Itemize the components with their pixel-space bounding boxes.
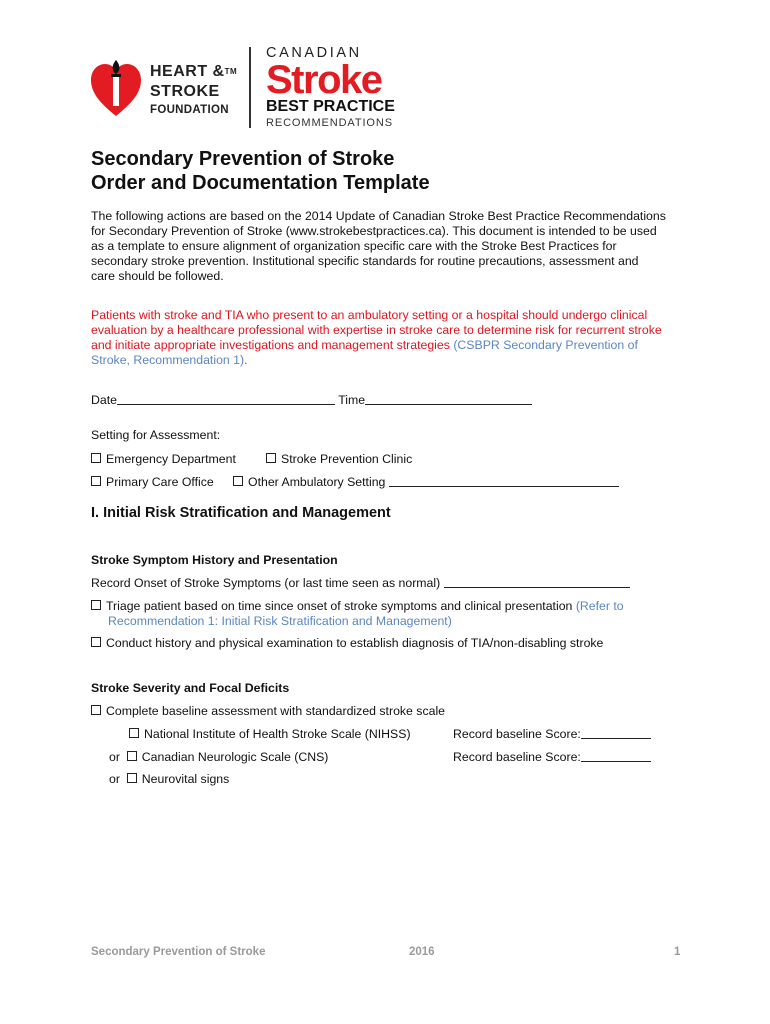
triage-item[interactable] <box>91 599 624 614</box>
cns-score <box>453 750 651 765</box>
checkbox-nihss[interactable] <box>129 728 139 738</box>
conduct-label: Conduct history and physical examination to establish diagnosis of TIA/non-disabling stroke <box>106 636 604 650</box>
checkbox-baseline[interactable] <box>91 705 101 715</box>
triage-reference-cont: Recommendation 1: Initial Risk Stratification and Management) <box>108 614 452 628</box>
checkbox-cns[interactable] <box>127 751 137 761</box>
cns-score-field[interactable] <box>581 750 651 762</box>
option-label: Primary Care Office <box>106 475 214 489</box>
nihss-score <box>453 727 651 742</box>
title-line2: Order and Documentation Template <box>91 172 430 194</box>
checkbox-triage[interactable] <box>91 600 101 610</box>
logo-text-heart: HEART & <box>150 63 225 80</box>
intro-line: secondary stroke prevention. Institutional specific standards for routine precautions, assessment and <box>91 254 639 268</box>
checkbox-clinic[interactable] <box>266 453 276 463</box>
page-number: 1 <box>674 946 681 958</box>
intro-line: care should be followed. <box>91 269 224 283</box>
checkbox-emergency[interactable] <box>91 453 101 463</box>
other-setting-field[interactable] <box>389 475 619 487</box>
neurovital-label: Neurovital signs <box>141 772 230 786</box>
triage-label: Triage patient based on time since onset of stroke symptoms and clinical presentation <box>106 599 576 613</box>
checkbox-conduct[interactable] <box>91 637 101 647</box>
date-label: Date <box>91 393 117 407</box>
conduct-item[interactable] <box>91 636 603 651</box>
time-label: Time <box>338 393 366 407</box>
logo-text-foundation: FOUNDATION <box>150 104 229 116</box>
baseline-label: Complete baseline assessment with standardized stroke scale <box>106 704 446 718</box>
csbp-canadian: CANADIAN <box>266 45 362 61</box>
title-line1: Secondary Prevention of Stroke <box>91 148 395 170</box>
logo-text-stroke: STROKE <box>150 83 220 100</box>
checkbox-primary[interactable] <box>91 476 101 486</box>
intro-paragraph <box>91 209 691 284</box>
heart-stroke-wordmark <box>150 62 237 118</box>
time-field[interactable] <box>365 393 532 405</box>
nihss-label: National Institute of Health Stroke Scale (NIHSS) <box>144 727 411 741</box>
checkbox-other[interactable] <box>233 476 243 486</box>
checkbox-neurovital[interactable] <box>127 773 137 783</box>
or-label: or <box>109 750 120 764</box>
notice-line: evaluation by a healthcare professional with expertise in stroke care to determine risk for recurrent stroke <box>91 323 662 337</box>
setting-emergency[interactable] <box>91 452 236 467</box>
subsection-heading: Stroke Symptom History and Presentation <box>91 553 338 567</box>
recommendation-reference: Stroke, Recommendation 1) <box>91 353 245 367</box>
cns-label: Canadian Neurologic Scale (CNS) <box>141 750 329 764</box>
triage-reference: (Refer to <box>575 599 624 613</box>
baseline-item[interactable] <box>91 704 445 719</box>
csbp-stroke: Stroke <box>266 58 382 102</box>
setting-other[interactable] <box>233 475 619 490</box>
clinical-notice <box>91 308 691 368</box>
trademark: TM <box>224 67 238 76</box>
or-label: or <box>109 772 120 786</box>
footer-year: 2016 <box>409 946 435 958</box>
onset-row <box>91 576 630 591</box>
notice-end: . <box>244 353 248 367</box>
logo-divider <box>249 47 251 128</box>
csbp-recommendations: RECOMMENDATIONS <box>266 117 393 129</box>
neurovital-item[interactable] <box>109 772 229 787</box>
nihss-score-field[interactable] <box>581 727 651 739</box>
onset-field[interactable] <box>444 576 630 588</box>
option-label: Stroke Prevention Clinic <box>281 452 413 466</box>
option-label: Emergency Department <box>106 452 236 466</box>
subsection-heading: Stroke Severity and Focal Deficits <box>91 681 290 695</box>
setting-primary[interactable] <box>91 475 214 490</box>
date-field[interactable] <box>117 393 335 405</box>
notice-line: and initiate appropriate investigations and management strategies <box>91 338 454 352</box>
footer-title: Secondary Prevention of Stroke <box>91 946 266 958</box>
page-title <box>91 147 430 195</box>
setting-label: Setting for Assessment: <box>91 428 221 442</box>
intro-line: for Secondary Prevention of Stroke (www.strokebestpractices.ca). This document is intended to be used <box>91 224 657 238</box>
score-label: Record baseline Score: <box>453 727 581 741</box>
score-label: Record baseline Score: <box>453 750 581 764</box>
recommendation-reference: (CSBPR Secondary Prevention of <box>453 338 638 352</box>
intro-line: as a template to ensure alignment of organization specific care with the Stroke Best Practices for <box>91 239 617 253</box>
option-label: Other Ambulatory Setting <box>248 475 386 489</box>
csbp-logo <box>266 44 406 130</box>
nihss-item[interactable] <box>129 727 411 742</box>
onset-label: Record Onset of Stroke Symptoms (or last time seen as normal) <box>91 576 441 590</box>
notice-line: Patients with stroke and TIA who present to an ambulatory setting or a hospital should undergo clinical <box>91 308 648 322</box>
section-heading: I. Initial Risk Stratification and Management <box>91 505 391 521</box>
heart-stroke-logo <box>90 58 142 123</box>
csbp-best-practice: BEST PRACTICE <box>266 98 395 115</box>
setting-clinic[interactable] <box>266 452 412 467</box>
heart-torch-icon <box>90 58 142 118</box>
intro-line: The following actions are based on the 2014 Update of Canadian Stroke Best Practice Recommendations <box>91 209 666 223</box>
date-time-row <box>91 393 532 408</box>
cns-item[interactable] <box>109 750 328 765</box>
